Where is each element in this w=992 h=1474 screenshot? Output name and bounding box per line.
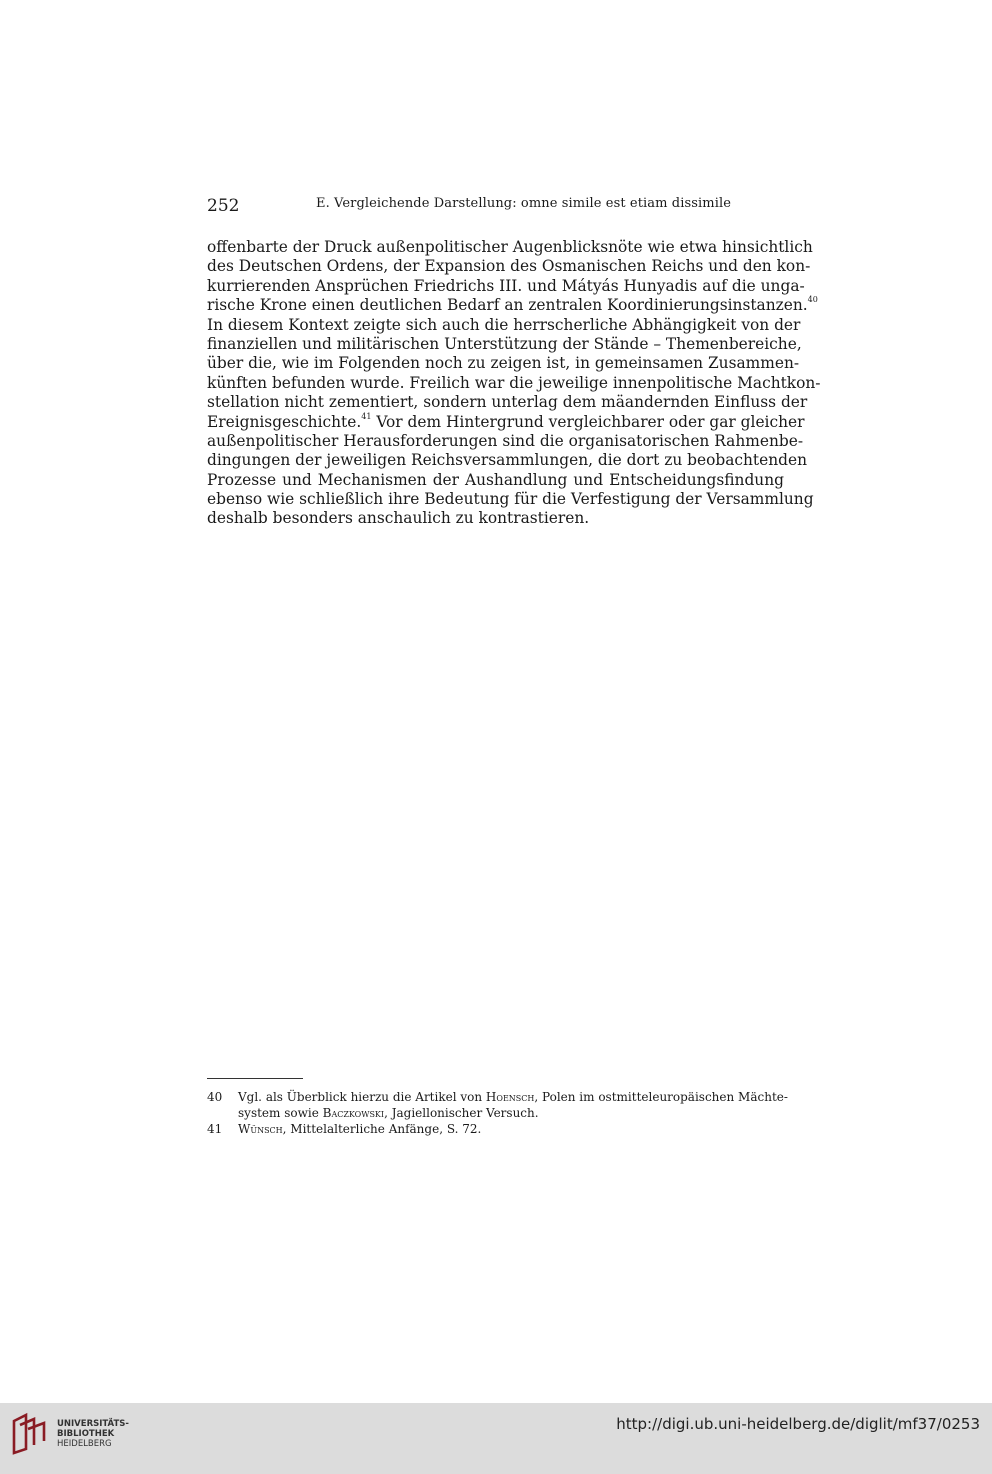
source-url-link[interactable]: http://digi.ub.uni-heidelberg.de/diglit/mf37/0253: [616, 1415, 980, 1433]
footnote-41: 41 Wünsch, Mittelalterliche Anfänge, S. 72.: [207, 1122, 482, 1136]
footer-bar: [0, 1403, 992, 1474]
footnote-40: 40 Vgl. als Überblick hierzu die Artikel von Hoensch, Polen im ostmitteleuropäischen Mächte-: [207, 1090, 788, 1104]
running-head: E. Vergleichende Darstellung: omne simile est etiam dissimile: [316, 196, 731, 211]
page-number: 252: [207, 196, 240, 216]
body-line: stellation nicht zementiert, sondern unterlag dem mäandernden Einfluss der: [207, 393, 808, 412]
body-line: Ereignisgeschichte.$^{41}$ Vor dem Hintergrund vergleichbarer oder gar gleicher: [207, 411, 805, 431]
body-line: des Deutschen Ordens, der Expansion des Osmanischen Reichs und den kon-: [207, 257, 811, 276]
body-line: dingungen der jeweiligen Reichsversammlungen, die dort zu beobachtenden: [207, 451, 808, 470]
body-line: rische Krone einen deutlichen Bedarf an zentralen Koordinierungsinstanzen.$^{40}$: [207, 295, 818, 315]
footnote-ref-40[interactable]: 40: [807, 295, 818, 305]
footnote-rule: [207, 1078, 303, 1079]
body-line: außenpolitischer Herausforderungen sind die organisatorischen Rahmenbe-: [207, 431, 804, 450]
author-name: Hoensch: [485, 1090, 535, 1104]
body-line: In diesem Kontext zeigte sich auch die herrscherliche Abhängigkeit von der: [207, 315, 801, 334]
library-name: UNIVERSITÄTS- BIBLIOTHEK HEIDELBERG: [57, 1419, 129, 1449]
body-line: offenbarte der Druck außenpolitischer Augenblicksnöte wie etwa hinsichtlich: [207, 238, 813, 256]
footnote-number: 40: [207, 1090, 223, 1104]
library-logo-icon: [8, 1411, 52, 1455]
body-line: ebenso wie schließlich ihre Bedeutung für die Verfestigung der Versammlung: [207, 490, 814, 509]
body-line: deshalb besonders anschaulich zu kontrastieren.: [207, 509, 590, 528]
body-line: über die, wie im Folgenden noch zu zeigen ist, in gemeinsamen Zusammen-: [207, 354, 800, 373]
footnote-ref-41[interactable]: 41: [361, 411, 372, 421]
body-line: künften befunden wurde. Freilich war die jeweilige innenpolitische Machtkon-: [207, 373, 821, 392]
author-name: Wünsch: [238, 1122, 283, 1136]
body-line: kurrierenden Ansprüchen Friedrichs III. und Mátyás Hunyadis auf die unga-: [207, 276, 805, 295]
body-text: [207, 238, 821, 529]
author-name: Baczkowski: [322, 1106, 385, 1120]
footnote-number: 41: [207, 1122, 223, 1136]
footnotes: [207, 1089, 788, 1137]
body-line: Prozesse und Mechanismen der Aushandlung und Entscheidungsfindung: [207, 470, 784, 489]
body-line: finanziellen und militärischen Unterstützung der Stände – Themenbereiche,: [207, 334, 802, 353]
footnote-40-cont: system sowie Baczkowski, Jagiellonischer Versuch.: [238, 1106, 539, 1120]
